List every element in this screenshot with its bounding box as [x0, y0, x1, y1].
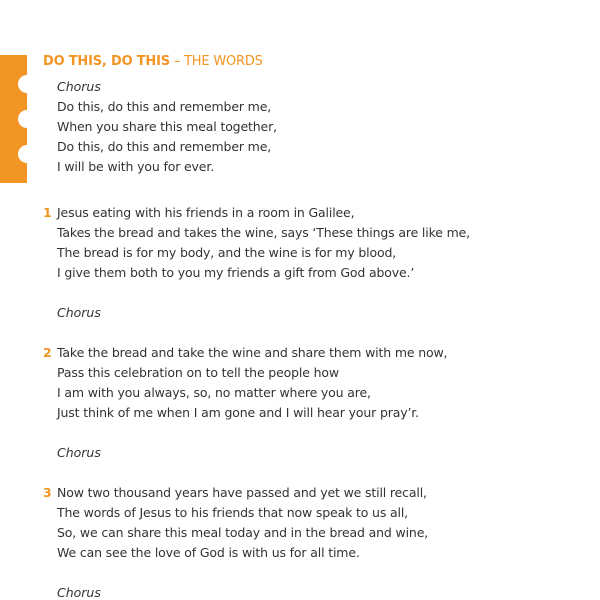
chorus-reference: Chorus	[57, 445, 101, 460]
verse-line: So, we can share this meal today and in the bread and wine,	[57, 525, 429, 540]
verse-number: 2	[43, 345, 52, 360]
chorus-line: Do this, do this and remember me,	[57, 139, 272, 154]
verse-line: The bread is for my body, and the wine is for my blood,	[57, 245, 397, 260]
verse-line: Now two thousand years have passed and yet we still recall,	[57, 485, 427, 500]
chorus-reference: Chorus	[57, 305, 101, 320]
verse-2	[43, 343, 583, 463]
page-title-bold: DO THIS, DO THIS	[43, 54, 170, 69]
chorus-line: I will be with you for ever.	[57, 159, 215, 174]
verse-1	[43, 203, 583, 323]
verse-number: 1	[43, 205, 52, 220]
verse-line: We can see the love of God is with us for all time.	[57, 545, 360, 560]
page-title-rest: – THE WORDS	[169, 54, 263, 69]
verse-3	[43, 483, 583, 600]
chorus-label: Chorus	[57, 79, 101, 94]
chorus-reference: Chorus	[57, 585, 101, 600]
chorus-line: When you share this meal together,	[57, 119, 277, 134]
verse-line: Pass this celebration on to tell the people how	[57, 365, 339, 380]
lyrics-content	[43, 77, 583, 600]
chorus-block	[43, 77, 583, 177]
verse-line: Jesus eating with his friends in a room in Galilee,	[57, 205, 355, 220]
verse-line: Take the bread and take the wine and share them with me now,	[57, 345, 448, 360]
chorus-line: Do this, do this and remember me,	[57, 99, 272, 114]
side-tab-decoration	[0, 55, 27, 183]
verse-line: I give them both to you my friends a gift from God above.’	[57, 265, 415, 280]
verse-line: Just think of me when I am gone and I will hear your pray’r.	[57, 405, 419, 420]
verse-number: 3	[43, 485, 52, 500]
page-title	[43, 53, 263, 71]
verse-line: Takes the bread and takes the wine, says ‘These things are like me,	[57, 225, 470, 240]
verse-line: I am with you always, so, no matter where you are,	[57, 385, 371, 400]
verse-line: The words of Jesus to his friends that now speak to us all,	[57, 505, 408, 520]
